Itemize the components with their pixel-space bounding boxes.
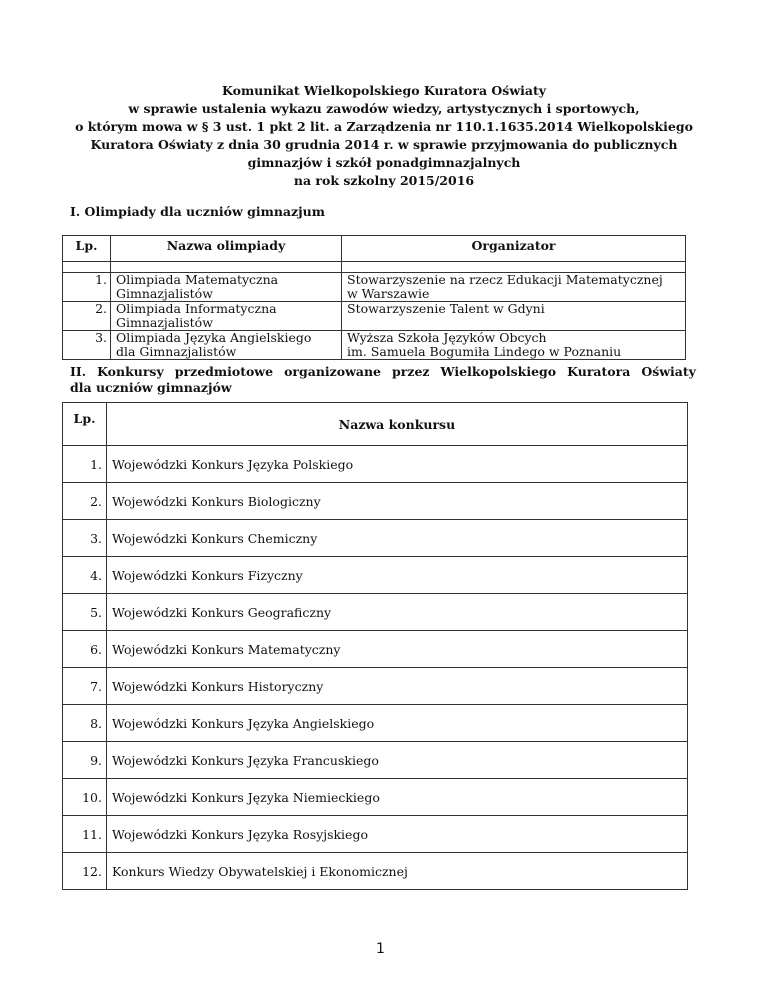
row-number: 7. bbox=[63, 668, 107, 705]
column-header-lp: Lp. bbox=[63, 403, 107, 446]
section2-title-line2: dla uczniów gimnazjów bbox=[70, 380, 232, 395]
row-number: 11. bbox=[63, 816, 107, 853]
column-header-organizer: Organizator bbox=[342, 236, 686, 262]
table-row bbox=[63, 816, 688, 853]
section2-title-line1: II. Konkursy przedmiotowe organizowane przez Wielkopolskiego Kuratora Oświaty bbox=[70, 364, 696, 379]
table-row bbox=[63, 631, 688, 668]
header-line: na rok szkolny 2015/2016 bbox=[293, 173, 475, 188]
table-row bbox=[63, 331, 686, 360]
table-row bbox=[63, 483, 688, 520]
competition-name: Wojewódzki Konkurs Języka Niemieckiego bbox=[107, 779, 688, 816]
header-line: gimnazjów i szkół ponadgimnazjalnych bbox=[247, 155, 521, 170]
section1-title: I. Olimpiady dla uczniów gimnazjum bbox=[70, 204, 325, 219]
organizer: Stowarzyszenie Talent w Gdyni bbox=[342, 302, 686, 331]
table-row bbox=[63, 779, 688, 816]
table-row bbox=[63, 273, 686, 302]
table-header-row bbox=[63, 236, 686, 262]
table-row bbox=[63, 594, 688, 631]
row-number: 2. bbox=[63, 483, 107, 520]
table-header-row bbox=[63, 403, 688, 446]
competition-name: Konkurs Wiedzy Obywatelskiej i Ekonomicznej bbox=[107, 853, 688, 890]
competitions-table bbox=[62, 402, 688, 890]
row-number: 10. bbox=[63, 779, 107, 816]
competition-name: Wojewódzki Konkurs Biologiczny bbox=[107, 483, 688, 520]
row-number: 3. bbox=[63, 520, 107, 557]
competition-name: Wojewódzki Konkurs Języka Rosyjskiego bbox=[107, 816, 688, 853]
row-number: 9. bbox=[63, 742, 107, 779]
document-header bbox=[60, 82, 708, 190]
table-row bbox=[63, 520, 688, 557]
table-row bbox=[63, 705, 688, 742]
competition-name: Wojewódzki Konkurs Fizyczny bbox=[107, 557, 688, 594]
table-row bbox=[63, 302, 686, 331]
header-line: w sprawie ustalenia wykazu zawodów wiedzy, artystycznych i sportowych, bbox=[128, 101, 640, 116]
olympiads-table bbox=[62, 235, 686, 360]
organizer: Stowarzyszenie na rzecz Edukacji Matematycznej w Warszawie bbox=[342, 273, 686, 302]
competition-name: Wojewódzki Konkurs Historyczny bbox=[107, 668, 688, 705]
olympiad-name: Olimpiada Języka Angielskiego dla Gimnazjalistów bbox=[111, 331, 342, 360]
competition-name: Wojewódzki Konkurs Języka Angielskiego bbox=[107, 705, 688, 742]
olympiad-name: Olimpiada Informatyczna Gimnazjalistów bbox=[111, 302, 342, 331]
page-number: 1 bbox=[376, 941, 385, 957]
section2-title bbox=[70, 364, 696, 396]
competition-name: Wojewódzki Konkurs Języka Polskiego bbox=[107, 446, 688, 483]
competition-name: Wojewódzki Konkurs Geograficzny bbox=[107, 594, 688, 631]
header-line: Kuratora Oświaty z dnia 30 grudnia 2014 r. w sprawie przyjmowania do publicznych bbox=[90, 137, 678, 152]
organizer: Wyższa Szkoła Języków Obcych im. Samuela Bogumiła Lindego w Poznaniu bbox=[342, 331, 686, 360]
competition-name: Wojewódzki Konkurs Języka Francuskiego bbox=[107, 742, 688, 779]
row-number: 6. bbox=[63, 631, 107, 668]
header-line: o którym mowa w § 3 ust. 1 pkt 2 lit. a Zarządzenia nr 110.1.1635.2014 Wielkopolskiego bbox=[75, 119, 693, 134]
table-row bbox=[63, 853, 688, 890]
row-number: 5. bbox=[63, 594, 107, 631]
table-row bbox=[63, 668, 688, 705]
row-number: 2. bbox=[63, 302, 111, 331]
column-header-name: Nazwa konkursu bbox=[107, 403, 688, 446]
olympiad-name: Olimpiada Matematyczna Gimnazjalistów bbox=[111, 273, 342, 302]
competition-name: Wojewódzki Konkurs Chemiczny bbox=[107, 520, 688, 557]
competition-name: Wojewódzki Konkurs Matematyczny bbox=[107, 631, 688, 668]
table-spacer-row bbox=[63, 262, 686, 273]
row-number: 4. bbox=[63, 557, 107, 594]
row-number: 1. bbox=[63, 446, 107, 483]
row-number: 3. bbox=[63, 331, 111, 360]
table-row bbox=[63, 742, 688, 779]
column-header-name: Nazwa olimpiady bbox=[111, 236, 342, 262]
header-line: Komunikat Wielkopolskiego Kuratora Oświaty bbox=[222, 83, 546, 98]
row-number: 8. bbox=[63, 705, 107, 742]
row-number: 12. bbox=[63, 853, 107, 890]
table-row bbox=[63, 557, 688, 594]
column-header-lp: Lp. bbox=[63, 236, 111, 262]
table-row bbox=[63, 446, 688, 483]
row-number: 1. bbox=[63, 273, 111, 302]
